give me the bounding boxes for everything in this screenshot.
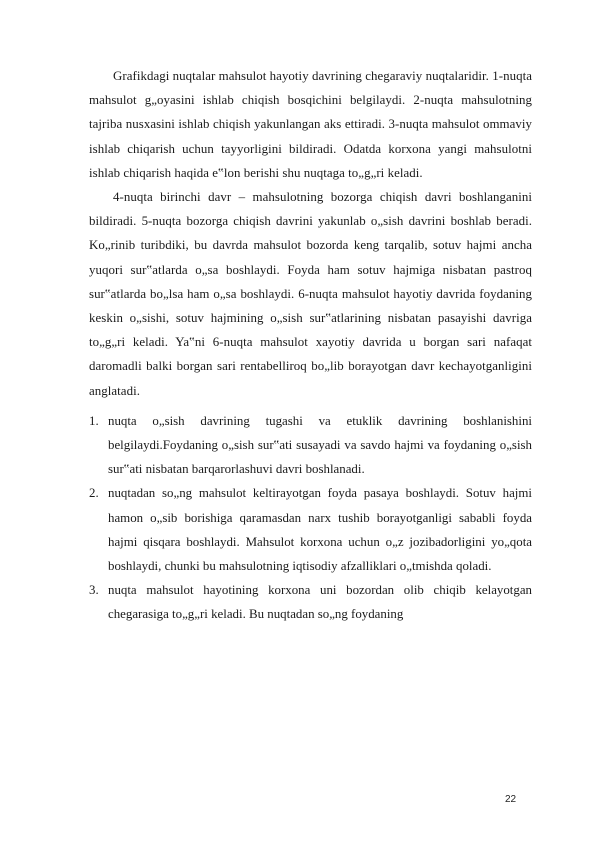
list-item-text: nuqta mahsulot hayotining korxona uni bozordan olib chiqib kelayotgan chegarasiga to„g„ri keladi. Bu nuqtadan so„ng foydaning (108, 583, 532, 622)
document-body (89, 64, 532, 627)
list-item (89, 481, 532, 578)
paragraph-2: 4-nuqta birinchi davr – mahsulotning bozorga chiqish davri boshlanganini bildiradi. 5-nuqta bozorga chiqish davrini yakunlab o„sish davrini boshlab beradi. Ko„rinib turibdiki, bu davrda mahsulot bozorda keng tarqalib, sotuv hajmi ancha yuqori sur‟atlarda o„sa boshlaydi. Foyda ham sotuv hajmiga nisbatan pastroq sur‟atlarda bo„lsa ham o„sa boshlaydi. 6-nuqta mahsulot hayotiy davrida foydaning keskin o„sishi, sotuv hajmining o„sish sur‟atlarining nisbatan pasayishi davriga to„g„ri keladi. Ya‟ni 6-nuqta mahsulot xayotiy davrida u borgan sari nafaqat daromadli balki borgan sari rentabelliroq bo„lib borayotgan davr kechayotganligini anglatadi. (89, 190, 532, 398)
list-item-number: 2. (89, 486, 99, 501)
list-item-number: 3. (89, 583, 99, 598)
list-item (89, 578, 532, 626)
list-item (89, 409, 532, 482)
list-item-text: nuqtadan so„ng mahsulot keltirayotgan foyda pasaya boshlaydi. Sotuv hajmi hamon o„sib borishiga qaramasdan narx tushib borayotganligi sababli foyda hajmi qisqara boshlaydi. Mahsulot korxona uchun o„z jozibadorligini yo„qota boshlaydi, chunki bu mahsulotning iqtisodiy afzalliklari o„tmishda qoladi. (108, 486, 532, 574)
page-number: 22 (505, 794, 517, 805)
list-item-number: 1. (89, 413, 99, 428)
list-item-text: nuqta o„sish davrining tugashi va etuklik davrining boshlanishini belgilaydi.Foydaning o„sish sur‟ati susayadi va savdo hajmi va foydaning o„sish sur‟ati nisbatan barqarorlashuvi davri boshlanadi. (108, 413, 532, 477)
numbered-list (89, 409, 532, 627)
paragraph-1: Grafikdagi nuqtalar mahsulot hayotiy davrining chegaraviy nuqtalaridir. 1-nuqta mahsulot g„oyasini ishlab chiqish bosqichini belgilaydi. 2-nuqta mahsulotning tajriba nusxasini ishlab chiqish yakunlangan aks ettiradi. 3-nuqta mahsulot ommaviy ishlab chiqarish uchun tayyorligini bildiradi. Odatda korxona yangi mahsulotni ishlab chiqarish haqida e‟lon berishi shu nuqtaga to„g„ri keladi. (89, 69, 532, 180)
